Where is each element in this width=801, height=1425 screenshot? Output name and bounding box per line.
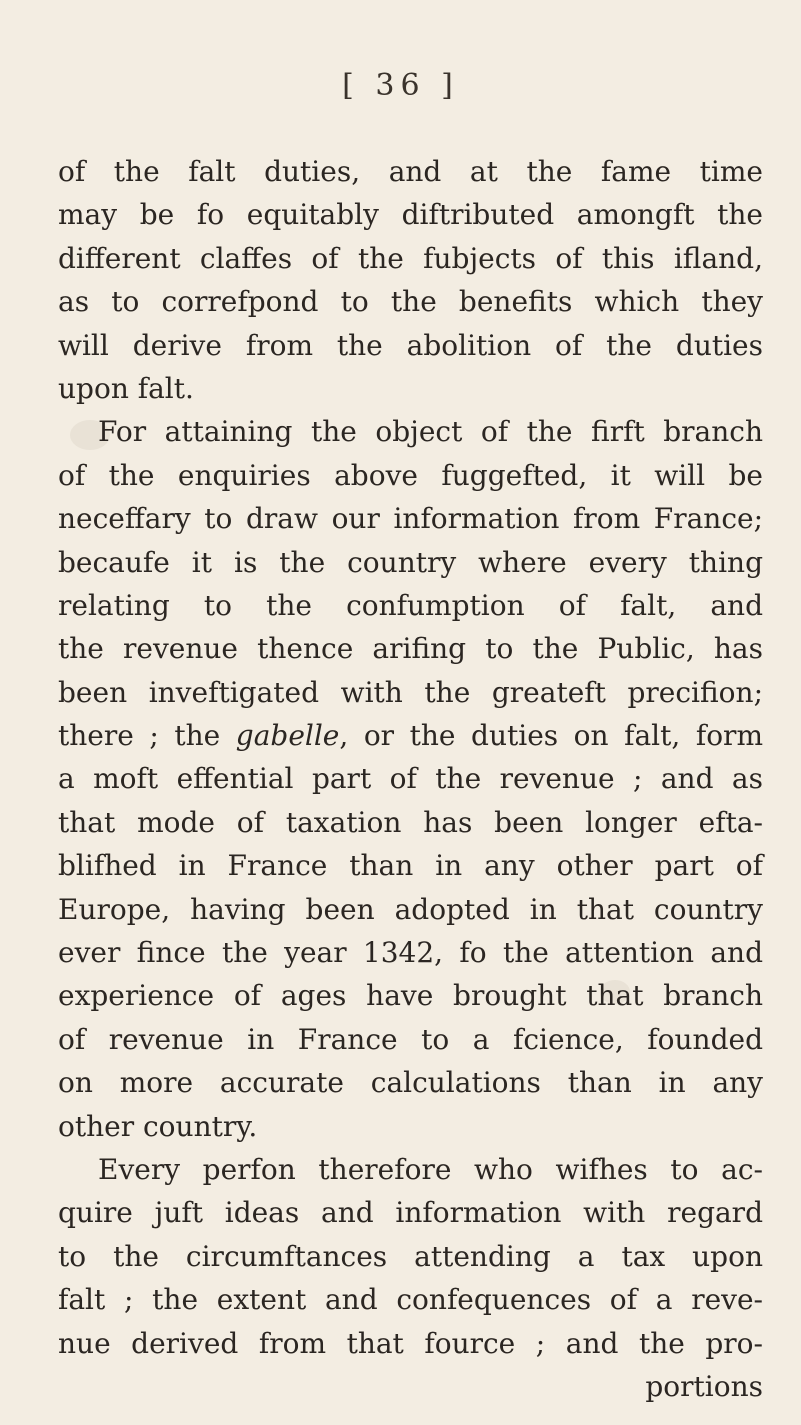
text-line: ever fince the year 1342, fo the attention and <box>58 936 763 970</box>
text-line: different claffes of the fubjects of this ifland, <box>58 241 763 275</box>
text-line: relating to the confumption of falt, and <box>58 588 763 622</box>
text-line: quire juft ideas and information with regard <box>58 1196 763 1230</box>
text-line: on more accurate calculations than in any <box>58 1066 763 1100</box>
italic-term: gabelle <box>235 719 340 753</box>
text-line: as to correfpond to the benefits which they <box>58 285 763 319</box>
text-line: of the enquiries above fuggefted, it will be <box>58 458 763 492</box>
text-line: blifhed in France than in any other part of <box>58 849 763 883</box>
text-line: nue derived from that fource ; and the pro- <box>58 1326 763 1360</box>
text-line: to the circumftances attending a tax upon <box>58 1239 763 1273</box>
body-text <box>58 150 763 1408</box>
text-line-mixed <box>58 714 763 757</box>
text-line: Every perfon therefore who wifhes to ac- <box>98 1152 763 1186</box>
text-fragment: the <box>174 719 221 753</box>
text-line: will derive from the abolition of the duties <box>58 328 763 362</box>
text-line: falt ; the extent and confequences of a reve- <box>58 1283 763 1317</box>
text-line: a moft effential part of the revenue ; and as <box>58 762 763 796</box>
text-line: been inveftigated with the greateft precifion; <box>58 675 763 709</box>
text-line: neceffary to draw our information from France; <box>58 502 763 536</box>
text-line: becaufe it is the country where every thing <box>58 545 763 579</box>
text-line: may be fo equitably diftributed amongft the <box>58 198 763 232</box>
text-line: that mode of taxation has been longer efta- <box>58 805 763 839</box>
text-line: upon falt. <box>58 371 194 405</box>
text-line: other country. <box>58 1109 258 1143</box>
text-line: Europe, having been adopted in that country <box>58 892 763 926</box>
text-line: of revenue in France to a fcience, founded <box>58 1022 763 1056</box>
text-line: of the falt duties, and at the fame time <box>58 155 763 188</box>
text-fragment: there ; <box>58 719 159 753</box>
text-line: experience of ages have brought that branch <box>58 979 763 1013</box>
text-line: For attaining the object of the firft branch <box>98 415 763 449</box>
text-line: the revenue thence arifing to the Public, has <box>58 632 763 666</box>
page-number: [ 36 ] <box>342 68 459 103</box>
text-fragment: , or the duties on falt, form <box>339 719 763 753</box>
catchword: portions <box>645 1369 763 1403</box>
